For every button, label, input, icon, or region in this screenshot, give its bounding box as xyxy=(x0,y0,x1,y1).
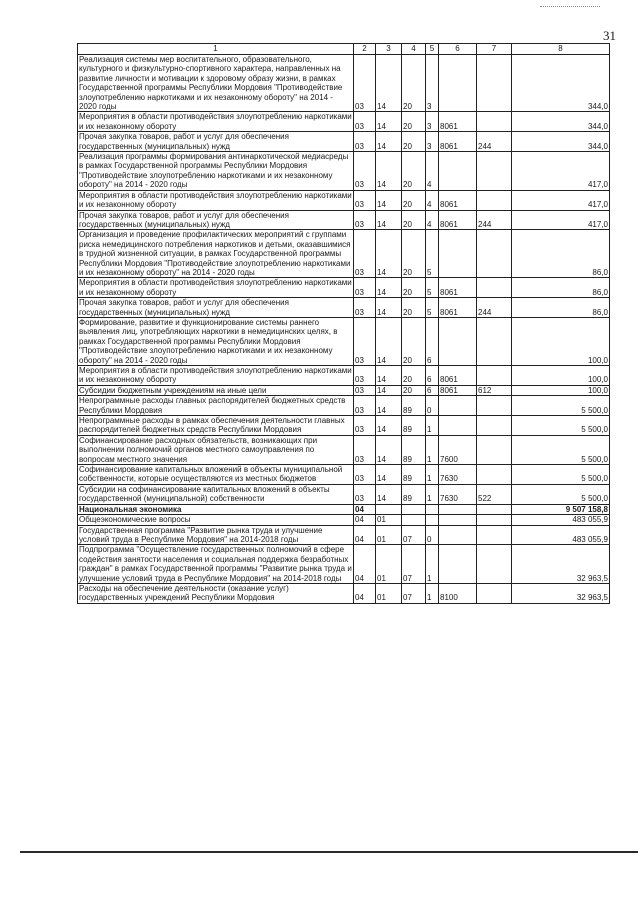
table-row xyxy=(78,298,610,318)
program-code-cell: 20 xyxy=(402,112,426,132)
section-code-cell: 03 xyxy=(354,230,376,278)
target-code-cell xyxy=(439,230,477,278)
program-code-cell: 89 xyxy=(402,416,426,436)
header-cell: 6 xyxy=(439,44,477,55)
subsection-code-cell: 01 xyxy=(376,583,402,603)
section-code-cell: 03 xyxy=(354,484,376,504)
subprogram-code-cell: 0 xyxy=(426,525,439,545)
subprogram-code-cell: 5 xyxy=(426,298,439,318)
section-code-cell: 04 xyxy=(354,583,376,603)
expense-type-cell xyxy=(477,504,512,514)
table-row xyxy=(78,210,610,230)
target-code-cell: 8100 xyxy=(439,583,477,603)
amount-cell: 100,0 xyxy=(512,366,610,386)
section-code-cell: 04 xyxy=(354,515,376,525)
section-code-cell: 03 xyxy=(354,190,376,210)
subsection-code-cell: 14 xyxy=(376,435,402,464)
target-code-cell: 7630 xyxy=(439,465,477,485)
program-code-cell: 89 xyxy=(402,484,426,504)
program-code-cell: 20 xyxy=(402,190,426,210)
amount-cell: 344,0 xyxy=(512,132,610,152)
expense-type-cell xyxy=(477,435,512,464)
header-row xyxy=(78,44,610,55)
section-code-cell: 03 xyxy=(354,465,376,485)
program-code-cell: 20 xyxy=(402,317,426,365)
target-code-cell: 8061 xyxy=(439,298,477,318)
amount-cell: 483 055,9 xyxy=(512,515,610,525)
subprogram-code-cell: 3 xyxy=(426,132,439,152)
program-code-cell xyxy=(402,504,426,514)
expense-type-cell xyxy=(477,55,512,112)
subsection-code-cell: 14 xyxy=(376,55,402,112)
header-cell: 7 xyxy=(477,44,512,55)
target-code-cell xyxy=(439,545,477,584)
budget-table xyxy=(77,43,610,604)
program-code-cell: 89 xyxy=(402,396,426,416)
table-row xyxy=(78,515,610,525)
subprogram-code-cell: 4 xyxy=(426,190,439,210)
section-code-cell: 04 xyxy=(354,525,376,545)
page-bottom-rule xyxy=(20,851,638,853)
header-cell: 8 xyxy=(512,44,610,55)
amount-cell: 5 500,0 xyxy=(512,416,610,436)
amount-cell: 100,0 xyxy=(512,385,610,395)
subprogram-code-cell: 4 xyxy=(426,152,439,191)
expense-type-cell: 244 xyxy=(477,132,512,152)
subprogram-code-cell: 6 xyxy=(426,385,439,395)
expense-type-cell: 244 xyxy=(477,298,512,318)
table-row xyxy=(78,132,610,152)
amount-cell: 86,0 xyxy=(512,230,610,278)
expense-type-cell xyxy=(477,190,512,210)
program-code-cell: 20 xyxy=(402,55,426,112)
table-row xyxy=(78,230,610,278)
header-cell: 2 xyxy=(354,44,376,55)
header-cell: 1 xyxy=(78,44,354,55)
section-code-cell: 03 xyxy=(354,366,376,386)
row-name-cell: Субсидии на софинансирование капитальных вложений в объекты государственной (муниципальной) собственности xyxy=(78,484,354,504)
subprogram-code-cell: 1 xyxy=(426,484,439,504)
table-row xyxy=(78,416,610,436)
row-name-cell: Прочая закупка товаров, работ и услуг для обеспечения государственных (муниципальных) нужд xyxy=(78,132,354,152)
page-number: 31 xyxy=(603,28,616,43)
expense-type-cell xyxy=(477,317,512,365)
subsection-code-cell: 14 xyxy=(376,396,402,416)
section-code-cell: 03 xyxy=(354,132,376,152)
row-name-cell: Мероприятия в области противодействия злоупотреблению наркотиками и их незаконному обороту xyxy=(79,190,352,210)
target-code-cell: 8061 xyxy=(439,278,477,298)
subprogram-code-cell: 1 xyxy=(426,416,439,436)
expense-type-cell xyxy=(477,366,512,386)
subsection-code-cell: 14 xyxy=(376,190,402,210)
row-name-cell: Формирование, развитие и функционирование системы раннего выявления лиц, употребляющих наркотики в немедицинских целях, в рамках Государственной программы Республики Мордовия "Противодействие злоупотреблению наркотиками и их незаконному обороту" на 2014 - 2020 годы xyxy=(78,317,354,365)
subsection-code-cell: 14 xyxy=(376,385,402,395)
program-code-cell: 20 xyxy=(402,210,426,230)
row-name-cell: Субсидии бюджетным учреждениям на иные цели xyxy=(78,385,354,395)
program-code-cell: 20 xyxy=(402,230,426,278)
expense-type-cell xyxy=(477,525,512,545)
subsection-code-cell: 14 xyxy=(376,484,402,504)
section-code-cell: 03 xyxy=(354,210,376,230)
program-code-cell: 20 xyxy=(402,152,426,191)
expense-type-cell: 612 xyxy=(477,385,512,395)
target-code-cell: 8061 xyxy=(439,385,477,395)
subsection-code-cell: 01 xyxy=(376,515,402,525)
row-name-cell: Реализация программы формирования антинаркотической медиасреды в рамках Государственной программы Республики Мордовия "Противодействие злоупотреблению наркотиками и их незаконному обороту" на 2014 - 2020 годы xyxy=(78,152,354,191)
row-name-cell: Непрограммные расходы в рамках обеспечения деятельности главных распорядителей бюджетных средств Республики Мордовия xyxy=(78,416,354,436)
row-name-cell: Прочая закупка товаров, работ и услуг для обеспечения государственных (муниципальных) нужд xyxy=(78,298,354,318)
header-cell: 4 xyxy=(402,44,426,55)
expense-type-cell xyxy=(477,112,512,132)
table-row xyxy=(78,465,610,485)
section-code-cell: 03 xyxy=(354,152,376,191)
target-code-cell xyxy=(439,55,477,112)
target-code-cell: 8061 xyxy=(439,132,477,152)
amount-cell: 5 500,0 xyxy=(512,484,610,504)
row-name-cell: Прочая закупка товаров, работ и услуг для обеспечения государственных (муниципальных) нужд xyxy=(78,210,354,230)
row-name-cell: Мероприятия в области противодействия злоупотреблению наркотиками и их незаконному обороту xyxy=(79,278,352,297)
program-code-cell: 07 xyxy=(402,525,426,545)
target-code-cell xyxy=(439,525,477,545)
section-code-cell: 03 xyxy=(354,278,376,298)
table-row xyxy=(78,112,610,132)
program-code-cell: 20 xyxy=(402,385,426,395)
subsection-code-cell: 01 xyxy=(376,545,402,584)
program-code-cell: 07 xyxy=(402,583,426,603)
expense-type-cell xyxy=(477,396,512,416)
row-name-cell: Мероприятия в области противодействия злоупотреблению наркотиками и их незаконному обороту xyxy=(79,366,352,385)
row-name-cell: Государственная программа "Развитие рынка труда и улучшение условий труда в Республике Мордовия" на 2014-2018 годы xyxy=(78,525,354,545)
row-name-cell: Национальная экономика xyxy=(78,504,354,514)
subsection-code-cell: 14 xyxy=(376,210,402,230)
section-code-cell: 03 xyxy=(354,55,376,112)
target-code-cell: 8061 xyxy=(439,366,477,386)
row-name-cell: Софинансирование расходных обязательств, возникающих при выполнении полномочий органов местного самоуправления по вопросам местного значения xyxy=(78,435,354,464)
amount-cell: 483 055,9 xyxy=(512,525,610,545)
expense-type-cell xyxy=(477,416,512,436)
row-name-cell: Расходы на обеспечение деятельности (оказание услуг) государственных учреждений Республики Мордовия xyxy=(78,583,354,603)
scan-artifact xyxy=(540,6,600,8)
subsection-code-cell: 14 xyxy=(376,317,402,365)
table-row xyxy=(78,55,610,112)
section-code-cell: 03 xyxy=(354,317,376,365)
subprogram-code-cell xyxy=(426,515,439,525)
table-row xyxy=(78,396,610,416)
expense-type-cell xyxy=(477,278,512,298)
row-name-cell: Организация и проведение профилактических мероприятий с группами риска немедицинского потребления наркотиков и детьми, оказавшимися в трудной жизненной ситуации, в рамках Государственной программы Республики Мордовия "Противодействие злоупотреблению наркотиками и их незаконному обороту" на 2014 - 2020 годы xyxy=(78,230,354,278)
section-code-cell: 03 xyxy=(354,112,376,132)
subsection-code-cell: 14 xyxy=(376,230,402,278)
header-cell: 5 xyxy=(426,44,439,55)
subsection-code-cell: 14 xyxy=(376,132,402,152)
row-name-cell: Софинансирование капитальных вложений в объекты муниципальной собственности, которые осуществляются из местных бюджетов xyxy=(78,465,354,485)
subsection-code-cell: 14 xyxy=(376,366,402,386)
amount-cell: 344,0 xyxy=(512,112,610,132)
table-row xyxy=(78,385,610,395)
section-code-cell: 03 xyxy=(354,416,376,436)
subsection-code-cell: 14 xyxy=(376,298,402,318)
subprogram-code-cell: 5 xyxy=(426,278,439,298)
amount-cell: 86,0 xyxy=(512,278,610,298)
target-code-cell xyxy=(439,152,477,191)
amount-cell: 5 500,0 xyxy=(512,435,610,464)
table-row xyxy=(78,317,610,365)
target-code-cell xyxy=(439,504,477,514)
subprogram-code-cell: 1 xyxy=(426,435,439,464)
expense-type-cell xyxy=(477,583,512,603)
expense-type-cell: 522 xyxy=(477,484,512,504)
row-name-cell: Непрограммные расходы главных распорядителей бюджетных средств Республики Мордовия xyxy=(78,396,354,416)
amount-cell: 9 507 158,8 xyxy=(512,504,610,514)
subprogram-code-cell: 5 xyxy=(426,230,439,278)
target-code-cell: 7600 xyxy=(439,435,477,464)
program-code-cell: 20 xyxy=(402,298,426,318)
section-code-cell: 04 xyxy=(354,504,376,514)
target-code-cell xyxy=(439,515,477,525)
section-code-cell: 03 xyxy=(354,396,376,416)
table-row xyxy=(78,525,610,545)
table-row xyxy=(78,435,610,464)
table-row xyxy=(78,504,610,514)
subprogram-code-cell: 1 xyxy=(426,545,439,584)
table-row xyxy=(78,545,610,584)
amount-cell: 417,0 xyxy=(512,152,610,191)
amount-cell: 5 500,0 xyxy=(512,465,610,485)
table-row xyxy=(78,484,610,504)
program-code-cell xyxy=(402,515,426,525)
program-code-cell: 20 xyxy=(402,278,426,298)
target-code-cell: 7630 xyxy=(439,484,477,504)
subsection-code-cell: 14 xyxy=(376,465,402,485)
amount-cell: 344,0 xyxy=(512,55,610,112)
row-name-cell: Общеэкономические вопросы xyxy=(78,515,354,525)
subsection-code-cell: 14 xyxy=(376,416,402,436)
subsection-code-cell: 01 xyxy=(376,525,402,545)
table-row xyxy=(78,152,610,191)
program-code-cell: 89 xyxy=(402,435,426,464)
expense-type-cell: 244 xyxy=(477,210,512,230)
amount-cell: 32 963,5 xyxy=(512,583,610,603)
subprogram-code-cell: 1 xyxy=(426,583,439,603)
program-code-cell: 89 xyxy=(402,465,426,485)
expense-type-cell xyxy=(477,152,512,191)
target-code-cell: 8061 xyxy=(439,190,477,210)
expense-type-cell xyxy=(477,465,512,485)
subprogram-code-cell: 3 xyxy=(426,112,439,132)
expense-type-cell xyxy=(477,515,512,525)
section-code-cell: 03 xyxy=(354,385,376,395)
subsection-code-cell: 14 xyxy=(376,278,402,298)
target-code-cell xyxy=(439,396,477,416)
amount-cell: 417,0 xyxy=(512,210,610,230)
subprogram-code-cell: 6 xyxy=(426,317,439,365)
subprogram-code-cell: 6 xyxy=(426,366,439,386)
section-code-cell: 04 xyxy=(354,545,376,584)
program-code-cell: 07 xyxy=(402,545,426,584)
subprogram-code-cell xyxy=(426,504,439,514)
table-row xyxy=(78,366,610,386)
target-code-cell: 8061 xyxy=(439,210,477,230)
target-code-cell: 8061 xyxy=(439,112,477,132)
target-code-cell xyxy=(439,317,477,365)
subsection-code-cell: 14 xyxy=(376,112,402,132)
amount-cell: 100,0 xyxy=(512,317,610,365)
target-code-cell xyxy=(439,416,477,436)
program-code-cell: 20 xyxy=(402,366,426,386)
subprogram-code-cell: 3 xyxy=(426,55,439,112)
amount-cell: 32 963,5 xyxy=(512,545,610,584)
row-name-cell: Мероприятия в области противодействия злоупотреблению наркотиками и их незаконному обороту xyxy=(79,112,352,131)
subsection-code-cell xyxy=(376,504,402,514)
table-row xyxy=(78,583,610,603)
table-row xyxy=(78,278,610,298)
amount-cell: 417,0 xyxy=(512,190,610,210)
subsection-code-cell: 14 xyxy=(376,152,402,191)
subprogram-code-cell: 0 xyxy=(426,396,439,416)
subprogram-code-cell: 4 xyxy=(426,210,439,230)
row-name-cell: Подпрограмма "Осуществление государственных полномочий в сфере содействия занятости населения и социальная поддержка безработных граждан" в рамках Государственной программы "Развитие рынка труда и улучшение условий труда в Республике Мордовия" на 2014-2018 годы xyxy=(79,545,352,583)
section-code-cell: 03 xyxy=(354,435,376,464)
program-code-cell: 20 xyxy=(402,132,426,152)
amount-cell: 5 500,0 xyxy=(512,396,610,416)
section-code-cell: 03 xyxy=(354,298,376,318)
header-cell: 3 xyxy=(376,44,402,55)
table-row xyxy=(78,190,610,210)
row-name-cell: Реализация системы мер воспитательного, образовательного, культурного и физкультурно-спортивного характера, направленных на развитие личности и мотивации к здоровому образу жизни, в рамках Государственной программы Республики Мордовия "Противодействие злоупотреблению наркотиками и их незаконному обороту" на 2014 - 2020 годы xyxy=(78,55,354,112)
expense-type-cell xyxy=(477,545,512,584)
expense-type-cell xyxy=(477,230,512,278)
amount-cell: 86,0 xyxy=(512,298,610,318)
subprogram-code-cell: 1 xyxy=(426,465,439,485)
